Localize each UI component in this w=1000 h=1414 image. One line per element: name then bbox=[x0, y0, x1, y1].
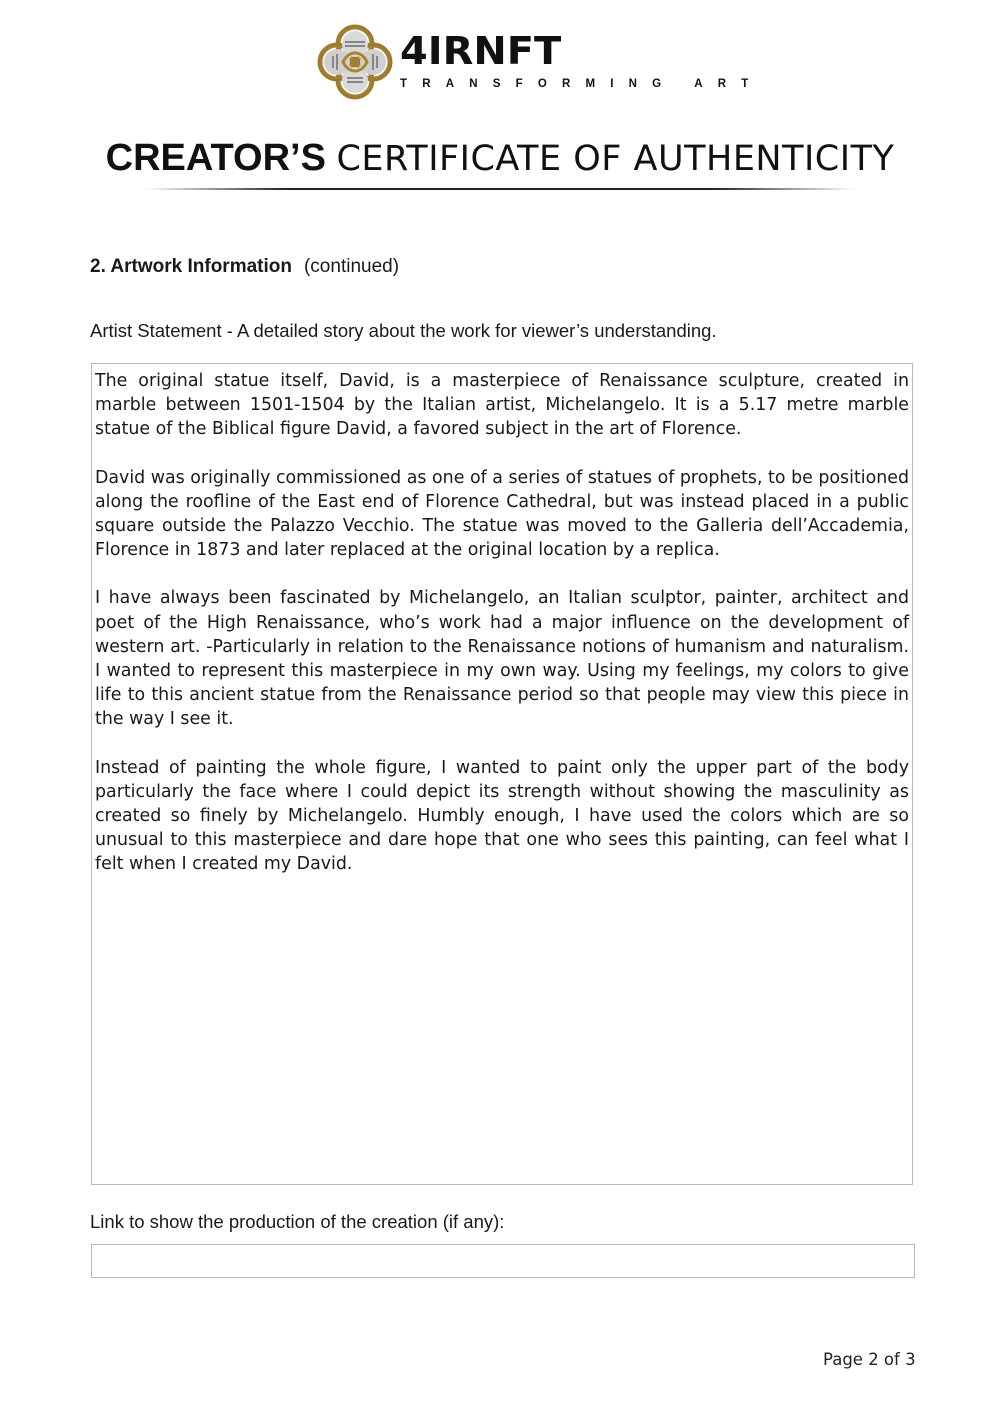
section-continued: (continued) bbox=[303, 256, 400, 277]
certificate-title-rest: CERTIFICATE OF AUTHENTICITY bbox=[336, 139, 895, 179]
statement-paragraph: The original statue itself, David, is a masterpiece of Renaissance sculpture, created in marble between 1501-1504 by the Italian artist, Michelangelo. It is a 5.17 metre marble statue of the Biblical figure David, a favored subject in the art of Florence. bbox=[95, 371, 909, 440]
statement-paragraph: Instead of painting the whole figure, I wanted to paint only the upper part of the body particularly the face where I could depict its strength without showing the masculinity as created so finely by Michelangelo. Humbly enough, I have used the colors which are so unusual to this masterpiece and dare hope that one who sees this painting, can feel what I felt when I created my David. bbox=[95, 757, 909, 875]
certificate-title-bold: CREATOR’S bbox=[105, 137, 326, 179]
document-header bbox=[0, 22, 1000, 104]
title-divider bbox=[145, 188, 855, 190]
certificate-title bbox=[0, 136, 1000, 181]
production-link-field[interactable] bbox=[91, 1244, 915, 1278]
brand-tagline: TRANSFORMING ART bbox=[400, 78, 764, 90]
brand-block bbox=[400, 29, 764, 90]
artist-statement-label: Artist Statement - A detailed story about the work for viewer’s understanding. bbox=[90, 320, 717, 341]
infinity-knot-emblem-icon bbox=[315, 22, 395, 102]
section-heading-text: 2. Artwork Information bbox=[90, 256, 292, 277]
statement-paragraph: I have always been fascinated by Michelangelo, an Italian sculptor, painter, architect and poet of the High Renaissance, who’s work had a major influence on the development of western art. -Particularly in relation to the Renaissance notions of humanism and naturalism. I wanted to represent this masterpiece in my own way. Using my feelings, my colors to give life to this ancient statue from the Renaissance period so that people may view this piece in the way I see it. bbox=[95, 588, 909, 730]
artist-statement-field[interactable] bbox=[91, 363, 913, 1185]
statement-paragraph: David was originally commissioned as one of a series of statues of prophets, to be positioned along the roofline of the East end of Florence Cathedral, but was instead placed in a public square outside the Palazzo Vecchio. The statue was moved to the Galleria dell’Accademia, Florence in 1873 and later replaced at the original location by a replica. bbox=[95, 467, 909, 561]
production-link-label: Link to show the production of the creation (if any): bbox=[90, 1211, 505, 1232]
page-number: Page 2 of 3 bbox=[823, 1350, 916, 1369]
section-heading bbox=[90, 256, 399, 278]
brand-name: 4IRNFT bbox=[400, 29, 562, 73]
